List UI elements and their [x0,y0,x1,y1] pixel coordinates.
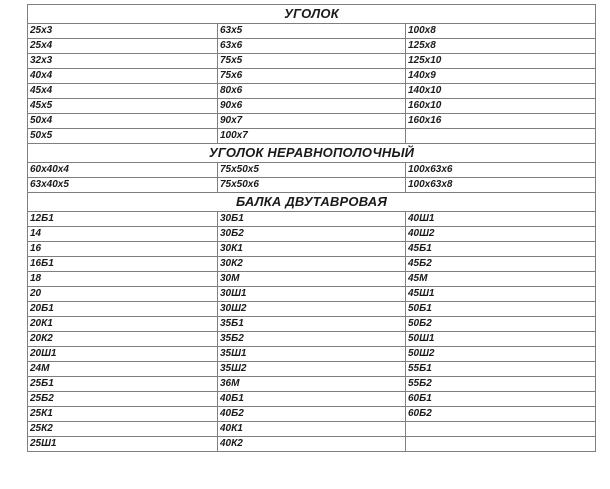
table-cell: 14 [28,227,218,242]
table-cell: 30Ш2 [218,302,406,317]
table-cell: 45x4 [28,84,218,99]
table-cell: 45x5 [28,99,218,114]
table-cell: 63x5 [218,24,406,39]
table-row [28,212,596,227]
table-row [28,437,596,452]
table-cell: 160x10 [406,99,596,114]
table-cell: 45Ш1 [406,287,596,302]
table-cell: 140x9 [406,69,596,84]
table-row [28,99,596,114]
table-cell: 35Ш2 [218,362,406,377]
table-cell: 45Б1 [406,242,596,257]
table-cell: 75x50x6 [218,178,406,193]
table-cell: 60Б2 [406,407,596,422]
table-cell: 30Б2 [218,227,406,242]
section-title: УГОЛОК [28,5,596,24]
table-cell [406,129,596,144]
table-cell: 40Б2 [218,407,406,422]
table-cell: 25К2 [28,422,218,437]
table-cell: 100x8 [406,24,596,39]
table-cell: 30К1 [218,242,406,257]
table-row [28,287,596,302]
section-header-row [28,144,596,163]
table-cell: 75x5 [218,54,406,69]
product-table-document [27,4,595,452]
table-cell: 45Б2 [406,257,596,272]
section-header-row [28,193,596,212]
table-cell: 25x4 [28,39,218,54]
table-row [28,84,596,99]
table-cell: 18 [28,272,218,287]
section-header-row [28,5,596,24]
table-cell: 125x8 [406,39,596,54]
table-cell: 25Ш1 [28,437,218,452]
product-table [27,4,596,452]
table-cell: 25x3 [28,24,218,39]
table-cell: 50Ш2 [406,347,596,362]
table-row [28,347,596,362]
table-cell: 100x7 [218,129,406,144]
table-cell: 80x6 [218,84,406,99]
table-cell: 63x6 [218,39,406,54]
table-row [28,163,596,178]
table-row [28,54,596,69]
table-cell: 25Б2 [28,392,218,407]
table-cell: 35Ш1 [218,347,406,362]
table-row [28,362,596,377]
table-cell: 16Б1 [28,257,218,272]
table-cell: 140x10 [406,84,596,99]
table-cell: 30Ш1 [218,287,406,302]
table-cell: 50Б1 [406,302,596,317]
table-row [28,257,596,272]
table-row [28,422,596,437]
table-cell: 30М [218,272,406,287]
table-cell: 20Ш1 [28,347,218,362]
table-cell: 20К1 [28,317,218,332]
table-cell: 30К2 [218,257,406,272]
table-cell: 50x5 [28,129,218,144]
table-cell: 50x4 [28,114,218,129]
table-row [28,272,596,287]
table-cell: 16 [28,242,218,257]
section-title: УГОЛОК НЕРАВНОПОЛОЧНЫЙ [28,144,596,163]
table-cell: 45М [406,272,596,287]
table-cell: 90x7 [218,114,406,129]
table-row [28,377,596,392]
table-row [28,24,596,39]
table-cell [406,437,596,452]
table-cell: 35Б2 [218,332,406,347]
table-row [28,407,596,422]
table-row [28,302,596,317]
table-cell: 35Б1 [218,317,406,332]
table-cell: 160x16 [406,114,596,129]
table-cell: 100x63x8 [406,178,596,193]
table-cell: 36М [218,377,406,392]
table-cell: 63x40x5 [28,178,218,193]
table-cell: 24М [28,362,218,377]
table-cell: 40К2 [218,437,406,452]
table-cell: 20 [28,287,218,302]
table-row [28,129,596,144]
table-cell: 55Б2 [406,377,596,392]
table-cell: 60Б1 [406,392,596,407]
table-cell: 125x10 [406,54,596,69]
table-row [28,39,596,54]
table-cell: 55Б1 [406,362,596,377]
table-cell: 100x63x6 [406,163,596,178]
table-row [28,69,596,84]
section-title: БАЛКА ДВУТАВРОВАЯ [28,193,596,212]
table-row [28,332,596,347]
table-cell: 90x6 [218,99,406,114]
table-cell: 75x50x5 [218,163,406,178]
table-row [28,242,596,257]
table-cell: 30Б1 [218,212,406,227]
table-row [28,317,596,332]
table-cell: 75x6 [218,69,406,84]
table-cell [406,422,596,437]
table-cell: 40Ш1 [406,212,596,227]
table-cell: 50Б2 [406,317,596,332]
table-cell: 20Б1 [28,302,218,317]
table-cell: 50Ш1 [406,332,596,347]
table-cell: 20К2 [28,332,218,347]
table-row [28,392,596,407]
table-cell: 40x4 [28,69,218,84]
table-cell: 25Б1 [28,377,218,392]
table-cell: 32x3 [28,54,218,69]
table-cell: 40Ш2 [406,227,596,242]
table-cell: 40К1 [218,422,406,437]
table-row [28,114,596,129]
table-cell: 40Б1 [218,392,406,407]
table-cell: 25К1 [28,407,218,422]
product-table-body [28,5,596,452]
table-row [28,178,596,193]
table-cell: 60x40x4 [28,163,218,178]
table-cell: 12Б1 [28,212,218,227]
table-row [28,227,596,242]
